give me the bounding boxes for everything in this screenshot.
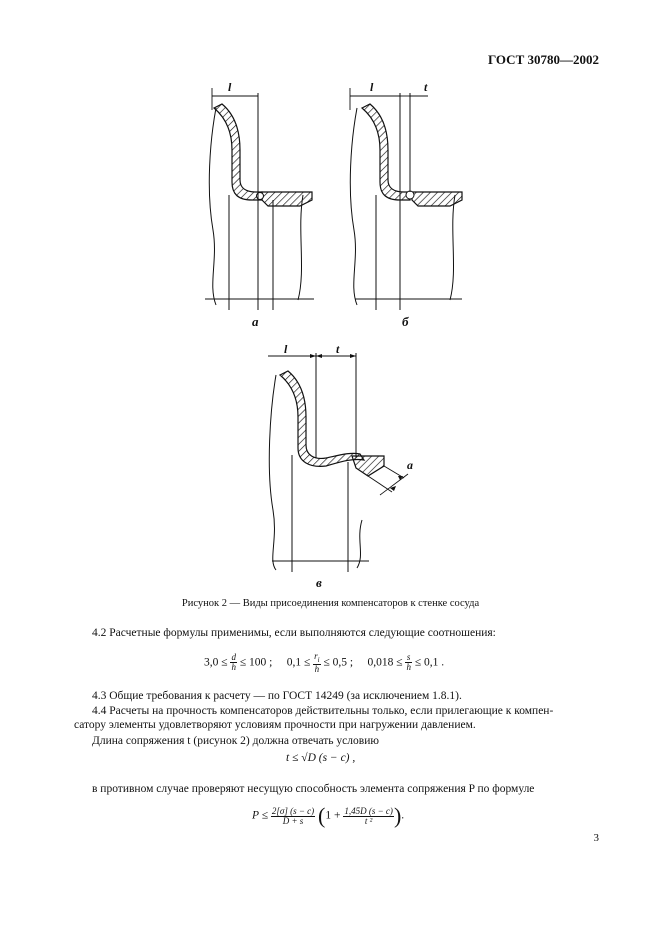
paragraph-4-4-line1: 4.4 Расчеты на прочность компенсаторов действительны только, если прилегающие к компен- [92, 705, 554, 717]
dim-label-l-v: l [284, 342, 288, 356]
page-number: 3 [593, 832, 599, 844]
dim-label-t-b: t [424, 80, 428, 94]
figure-caption: Рисунок 2 — Виды присоединения компенсаторов к стенке сосуда [181, 598, 480, 609]
dim-label-l-b: l [370, 80, 374, 94]
figure-label-b: б [402, 314, 409, 329]
figure-a [205, 88, 314, 310]
figure-v [268, 353, 408, 572]
paragraph-4-2: 4.2 Расчетные формулы применимы, если выполняются следующие соотношения: [92, 627, 496, 639]
standard-header: ГОСТ 30780—2002 [487, 52, 599, 67]
figure-label-v: в [316, 575, 322, 590]
figure-label-a: а [252, 314, 259, 329]
paragraph-check-formula: в противном случае проверяют несущую способность элемента сопряжения P по формуле [92, 783, 535, 795]
dim-label-a-v: a [407, 458, 413, 472]
figure-b [350, 88, 462, 310]
dim-label-t-v: t [336, 342, 340, 356]
dim-label-l-a: l [228, 80, 232, 94]
paragraph-4-4-line2: сатору элементы удовлетворяют условиям прочности при нагружении давлением. [74, 719, 476, 731]
paragraph-4-3: 4.3 Общие требования к расчету — по ГОСТ 14249 (за исключением 1.8.1). [92, 690, 462, 702]
length-condition-formula: t ≤ √D (s − c) , [286, 752, 356, 764]
pressure-formula: P ≤ $\frac{2[\sigma] (s - c)}{D + s}$ (1 + $\frac{1,45D (s - c)}{\text{t ²}}$ ). [252, 803, 405, 828]
ratio-conditions: 3,0 ≤ $\frac{d}{h}$ ≤ 100 ; 0,1 ≤ $\frac{r_i}{h}$ ≤ 0,5 ; 0,018 ≤ $\frac{s}{h}$ ≤ 0,1 . [204, 651, 445, 674]
paragraph-length-condition: Длина сопряжения t (рисунок 2) должна отвечать условию [92, 735, 379, 747]
